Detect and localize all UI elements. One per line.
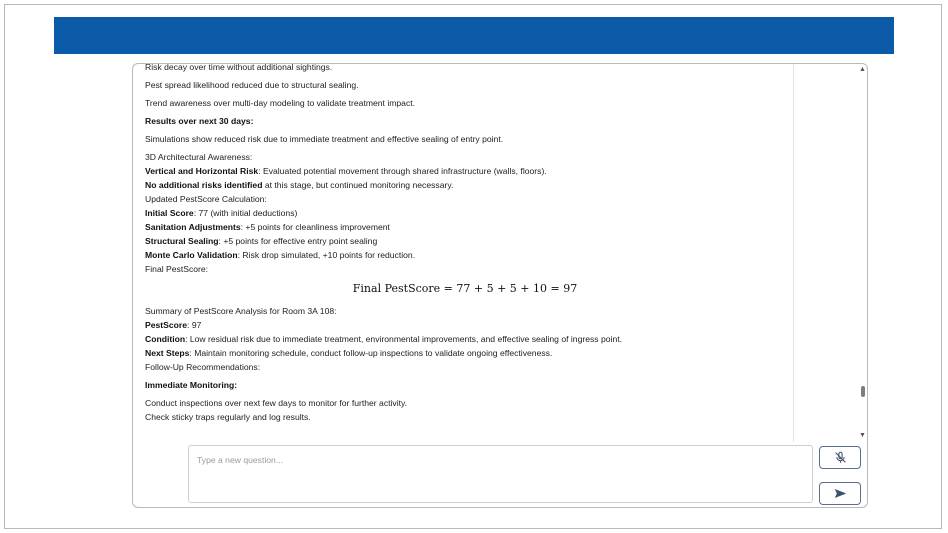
- message-line: Vertical and Horizontal Risk: Evaluated potential movement through shared infrastructure (walls, floors).: [145, 166, 547, 176]
- header-banner: [54, 17, 894, 54]
- message-line: Condition: Low residual risk due to immediate treatment, environmental improvements, and effective sealing of ingress point.: [145, 334, 623, 344]
- message-line: Conduct inspections over next few days to monitor for further activity.: [145, 398, 408, 408]
- section-heading: Results over next 30 days:: [145, 116, 254, 126]
- scroll-down-arrow-icon[interactable]: ▼: [859, 432, 866, 439]
- chat-panel: [132, 63, 868, 508]
- message-line: PestScore: 97: [145, 320, 202, 330]
- message-line: Final PestScore:: [145, 264, 209, 274]
- message-area: [133, 64, 793, 442]
- section-heading: Immediate Monitoring:: [145, 380, 238, 390]
- message-scrollbar[interactable]: [858, 64, 868, 442]
- panel-divider: [793, 64, 794, 442]
- message-line: Check sticky traps regularly and log results.: [145, 412, 311, 422]
- message-line: Sanitation Adjustments: +5 points for cleanliness improvement: [145, 222, 390, 232]
- scroll-thumb[interactable]: [861, 386, 865, 397]
- question-input[interactable]: [189, 446, 812, 502]
- assistant-message: [145, 64, 785, 424]
- microphone-muted-icon: [834, 451, 847, 464]
- message-line: 3D Architectural Awareness:: [145, 152, 253, 162]
- mic-button[interactable]: [819, 446, 861, 469]
- message-line: Summary of PestScore Analysis for Room 3A 108:: [145, 306, 337, 316]
- scroll-up-arrow-icon[interactable]: ▲: [859, 66, 866, 73]
- message-line: Follow-Up Recommendations:: [145, 362, 261, 372]
- message-line: Risk decay over time without additional sightings.: [145, 64, 333, 72]
- message-line: Structural Sealing: +5 points for effective entry point sealing: [145, 236, 378, 246]
- message-line: Updated PestScore Calculation:: [145, 194, 267, 204]
- message-line: No additional risks identified at this stage, but continued monitoring necessary.: [145, 180, 454, 190]
- send-arrow-icon: [834, 488, 847, 499]
- message-line: Initial Score: 77 (with initial deductions): [145, 208, 298, 218]
- message-line: Trend awareness over multi-day modeling to validate treatment impact.: [145, 98, 416, 108]
- message-line: Simulations show reduced risk due to immediate treatment and effective sealing of entry point.: [145, 134, 504, 144]
- pestscore-formula: Final PestScore = 77 + 5 + 5 + 10 = 97: [352, 282, 578, 295]
- question-input-box[interactable]: [188, 445, 813, 503]
- message-line: Pest spread likelihood reduced due to structural sealing.: [145, 80, 359, 90]
- send-button[interactable]: [819, 482, 861, 505]
- message-line: Monte Carlo Validation: Risk drop simulated, +10 points for reduction.: [145, 250, 416, 260]
- message-line: Next Steps: Maintain monitoring schedule, conduct follow-up inspections to validate ongoing effectiveness.: [145, 348, 553, 358]
